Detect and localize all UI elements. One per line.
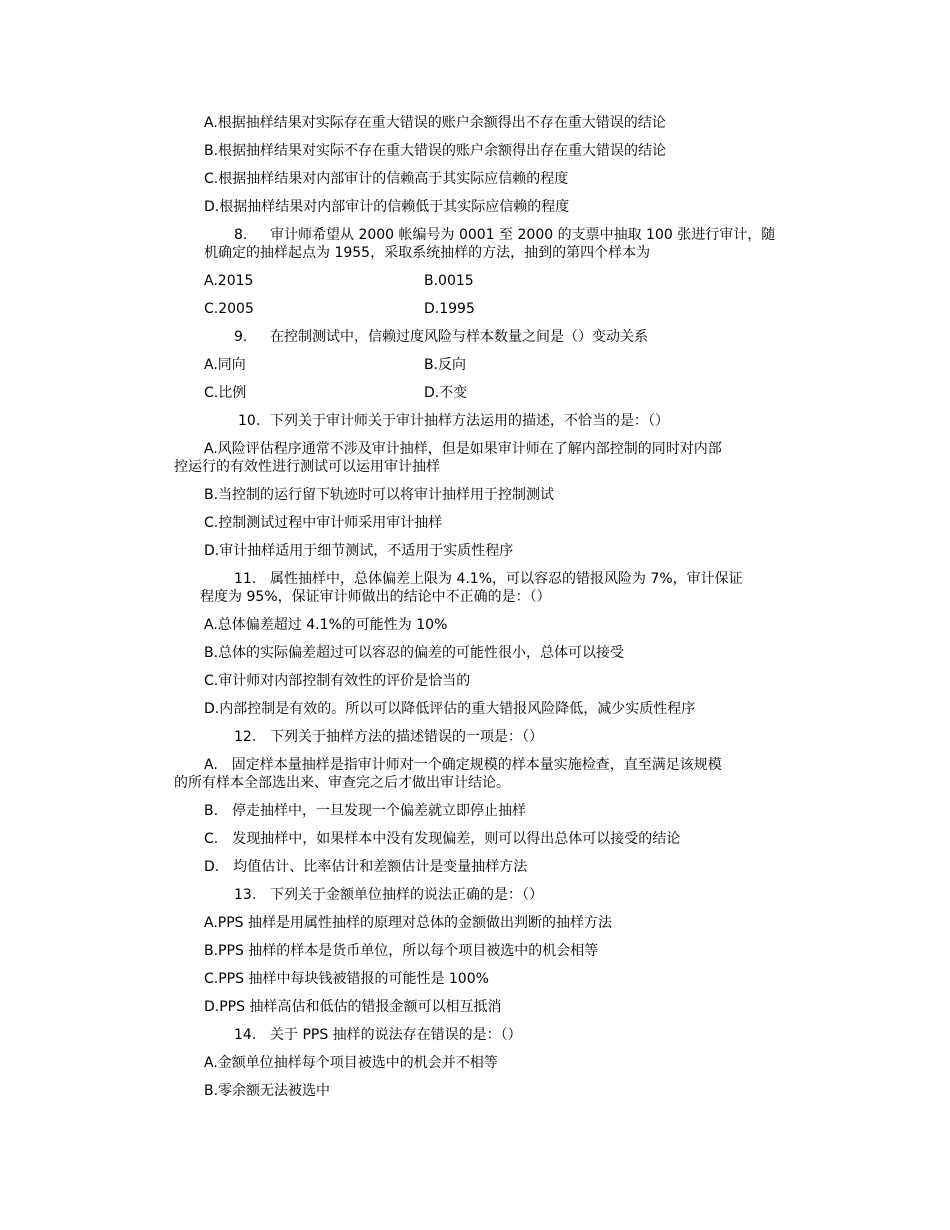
q8-option-d: D.1995 [424, 301, 475, 317]
q11-option-b: B.总体的实际偏差超过可以容忍的偏差的可能性很小，总体可以接受 [204, 645, 625, 661]
q12-option-c: C. 发现抽样中，如果样本中没有发现偏差，则可以得出总体可以接受的结论 [204, 831, 681, 847]
q14-option-b: B.零余额无法被选中 [204, 1083, 331, 1099]
q7-option-c: C.根据抽样结果对内部审计的信赖高于其实际应信赖的程度 [204, 171, 569, 187]
q9-option-d: D.不变 [424, 385, 468, 401]
q7-option-b: B.根据抽样结果对实际不存在重大错误的账户余额得出存在重大错误的结论 [204, 143, 667, 159]
q13-option-b: B.PPS 抽样的样本是货币单位，所以每个项目被选中的机会相等 [204, 943, 599, 959]
q10-stem: 下列关于审计师关于审计抽样方法运用的描述，不恰当的是：（） [270, 413, 669, 429]
q10-option-c: C.控制测试过程中审计师采用审计抽样 [204, 515, 443, 531]
q8-option-c: C.2005 [204, 301, 254, 317]
q11-option-c: C.审计师对内部控制有效性的评价是恰当的 [204, 673, 471, 689]
q8-option-a: A.2015 [204, 273, 254, 289]
q12-option-a-line1: A. 固定样本量抽样是指审计师对一个确定规模的样本量实施检查，直至满足该规模 [204, 757, 722, 773]
q13-option-d: D.PPS 抽样高估和低估的错报金额可以相互抵消 [204, 999, 502, 1015]
q7-option-d: D.根据抽样结果对内部审计的信赖低于其实际应信赖的程度 [204, 199, 570, 215]
q13-option-a: A.PPS 抽样是用属性抽样的原理对总体的金额做出判断的抽样方法 [204, 915, 613, 931]
q10-option-a-line2: 控运行的有效性进行测试可以运用审计抽样 [174, 459, 440, 475]
q10-option-d: D.审计抽样适用于细节测试，不适用于实质性程序 [204, 543, 514, 559]
q10-option-b: B.当控制的运行留下轨迹时可以将审计抽样用于控制测试 [204, 487, 555, 503]
q14-stem: 关于 PPS 抽样的说法存在错误的是：（） [270, 1027, 522, 1043]
q14-number: 14. [234, 1027, 257, 1043]
q11-stem-line2: 程度为 95%，保证审计师做出的结论中不正确的是：（） [200, 589, 551, 605]
q12-number: 12. [234, 729, 257, 745]
q9-option-c: C.比例 [204, 385, 247, 401]
q13-number: 13. [234, 887, 257, 903]
q13-stem: 下列关于金额单位抽样的说法正确的是：（） [270, 887, 543, 903]
q7-option-a: A.根据抽样结果对实际存在重大错误的账户余额得出不存在重大错误的结论 [204, 115, 666, 131]
q10-option-a-line1: A.风险评估程序通常不涉及审计抽样，但是如果审计师在了解内部控制的同时对内部 [204, 441, 722, 457]
q10-number: 10. [238, 413, 261, 429]
q12-option-d: D. 均值估计、比率估计和差额估计是变量抽样方法 [204, 859, 528, 875]
q8-stem-line1: 审计师希望从 2000 帐编号为 0001 至 2000 的支票中抽取 100 张进行审计，随 [270, 227, 776, 243]
q13-option-c: C.PPS 抽样中每块钱被错报的可能性是 100% [204, 971, 489, 987]
q11-option-a: A.总体偏差超过 4.1%的可能性为 10% [204, 617, 448, 633]
q8-option-b: B.0015 [424, 273, 474, 289]
q12-option-b: B. 停走抽样中，一旦发现一个偏差就立即停止抽样 [204, 803, 527, 819]
q14-option-a: A.金额单位抽样每个项目被选中的机会并不相等 [204, 1055, 498, 1071]
q12-option-a-line2: 的所有样本全部选出来、审查完之后才做出审计结论。 [174, 775, 510, 791]
q8-stem-line2: 机确定的抽样起点为 1955，采取系统抽样的方法，抽到的第四个样本为 [204, 245, 651, 261]
q9-option-a: A.同向 [204, 357, 246, 373]
q11-option-d: D.内部控制是有效的。所以可以降低评估的重大错报风险降低，减少实质性程序 [204, 701, 696, 717]
q9-stem: 在控制测试中，信赖过度风险与样本数量之间是（）变动关系 [270, 329, 648, 345]
q9-option-b: B.反向 [424, 357, 467, 373]
q11-number: 11. [234, 571, 257, 587]
q12-stem: 下列关于抽样方法的描述错误的一项是：（） [270, 729, 543, 745]
q9-number: 9. [234, 329, 248, 345]
q11-stem-line1: 属性抽样中，总体偏差上限为 4.1%，可以容忍的错报风险为 7%，审计保证 [270, 571, 743, 587]
q8-number: 8. [234, 227, 248, 243]
